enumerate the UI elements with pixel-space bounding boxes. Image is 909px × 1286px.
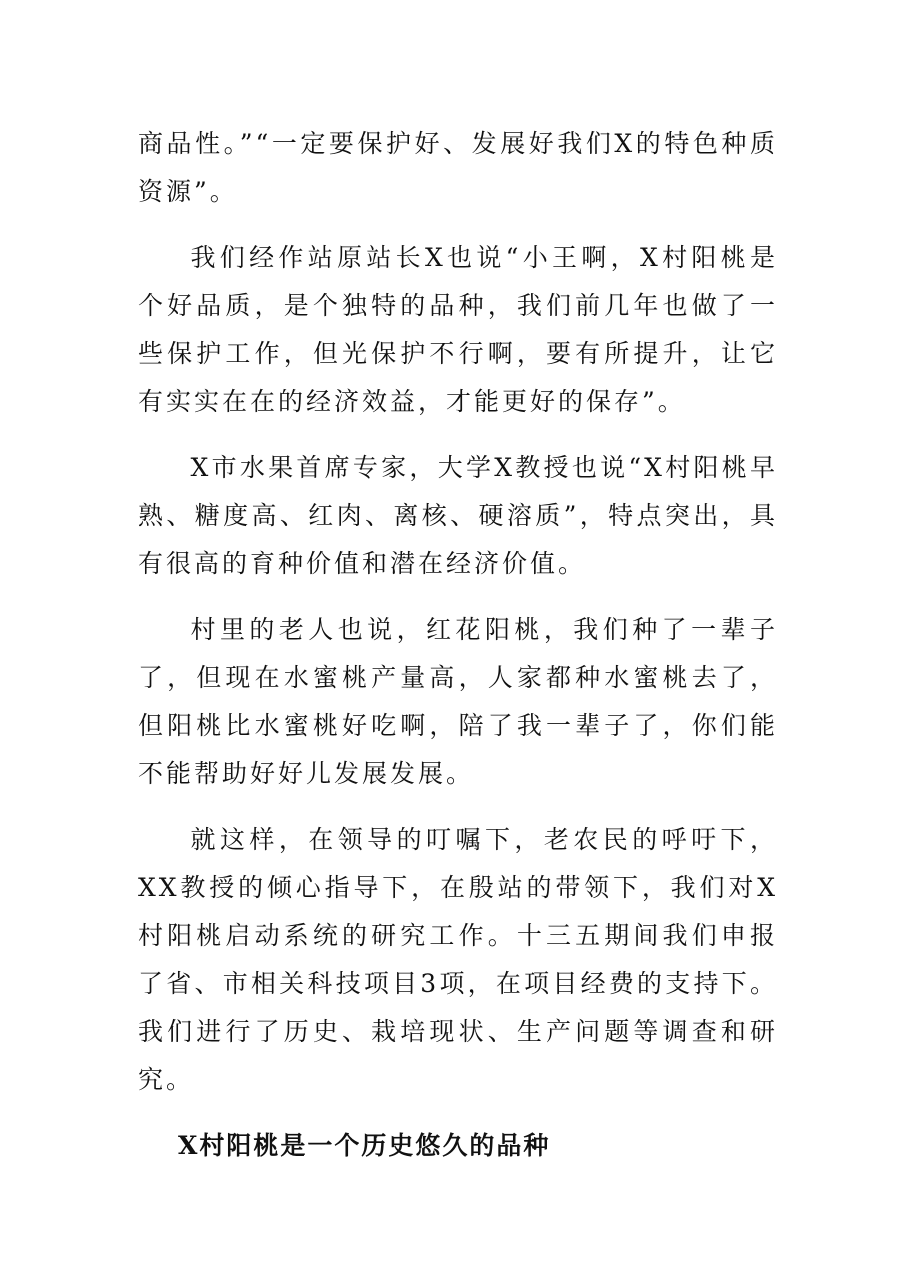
section-heading: X村阳桃是一个历史悠久的品种	[178, 1131, 551, 1160]
paragraph-4: 村里的老人也说，红花阳桃，我们种了一辈子了，但现在水蜜桃产量高，人家都种水蜜桃去了，但阳桃比水蜜桃好吃啊，陪了我一辈子了，你们能不能帮助好好儿发展发展。	[138, 615, 778, 788]
paragraph-3: X市水果首席专家，大学X教授也说“X村阳桃早熟、糖度高、红肉、离核、硬溶质”，特点突出，具有很高的育种价值和潜在经济价值。	[138, 453, 778, 578]
document-body	[138, 120, 778, 1170]
paragraph-1: 商品性。”“一定要保护好、发展好我们X的特色种质资源”。	[138, 129, 778, 206]
paragraph-2: 我们经作站原站长X也说“小王啊，X村阳桃是个好品质，是个独特的品种，我们前几年也做了一些保护工作，但光保护不行啊，要有所提升，让它有实实在在的经济效益，才能更好的保存”。	[138, 243, 778, 416]
paragraph-5: 就这样，在领导的叮嘱下，老农民的呼吁下，XX教授的倾心指导下，在殷站的带领下，我们对X村阳桃启动系统的研究工作。十三五期间我们申报了省、市相关科技项目3项，在项目经费的支持下。我们进行了历史、栽培现状、生产问题等调查和研究。	[138, 825, 778, 1094]
